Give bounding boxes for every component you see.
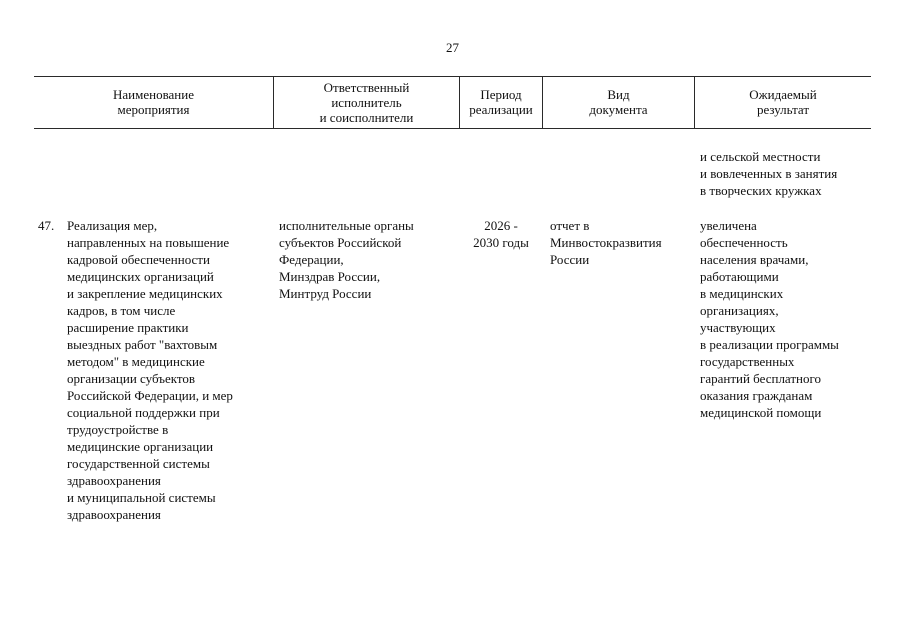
- row-result: увеличена обеспеченность населения врачами, работающими в медицинских организациях, участвующих в реализации программы государственных гарантий бесплатного оказания гражданам медицинской помощи: [700, 218, 839, 420]
- page-number: 27: [446, 40, 459, 55]
- header-result: Ожидаемый результат: [749, 87, 817, 117]
- continuation-result: и сельской местности и вовлеченных в занятия в творческих кружках: [700, 149, 838, 198]
- header-name: Наименование мероприятия: [113, 87, 194, 117]
- header-period: Период реализации: [469, 87, 533, 117]
- row-doc-type: отчет в Минвостокразвития России: [550, 218, 662, 267]
- table-header-bottom-rule: [34, 128, 871, 129]
- row-name: Реализация мер, направленных на повышение кадровой обеспеченности медицинских организаций и закрепление медицинских кадров, в том числе расширение практики выездных работ "вахтовым методом" в медицинские организации субъектов Российской Федерации, и мер социальной поддержки при трудоустройстве в медицинские организации государственной системы здравоохранения и муниципальной системы здравоохранения: [67, 218, 233, 522]
- header-executor: Ответственный исполнитель и соисполнители: [319, 79, 414, 125]
- row-number: 47.: [38, 218, 55, 233]
- row-executor: исполнительные органы субъектов Российской Федерации, Минздрав России, Минтруд России: [279, 218, 414, 301]
- header-doc-type: Вид документа: [589, 87, 648, 117]
- row-period: 2026 - 2030 годы: [473, 218, 529, 250]
